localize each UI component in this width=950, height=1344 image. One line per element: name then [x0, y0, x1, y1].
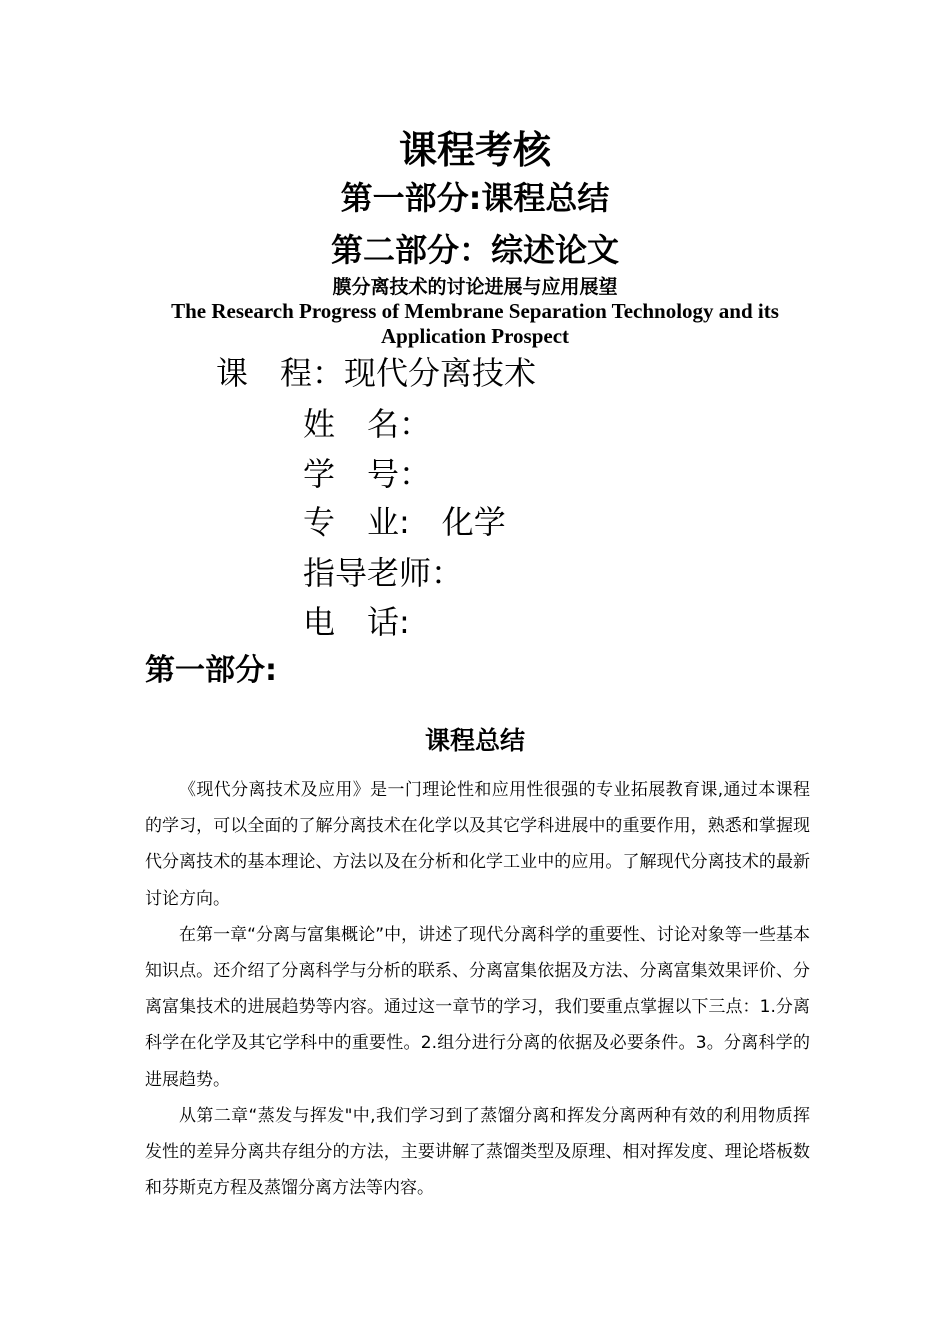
paragraph: 从第二章“蒸发与挥发"中,我们学习到了蒸馏分离和挥发分离两种有效的利用物质挥发性的差异分离共存组分的方法，主要讲解了蒸馏类型及原理、相对挥发度、理论塔板数和芬斯克方程及蒸馏分离方法等内容。	[145, 1105, 810, 1199]
paper-title-english: The Research Progress of Membrane Separation Technology and its Application Prospect	[171, 299, 779, 348]
course-summary-heading: 课程总结	[424, 726, 525, 755]
name-field: 姓 名：	[303, 405, 432, 443]
paper-title-chinese: 膜分离技术的讨论进展与应用展望	[332, 276, 618, 298]
part-one-heading: 第一部分:	[145, 653, 277, 688]
paragraph: 在第一章“分离与富集概论”中，讲述了现代分离科学的重要性、讨论对象等一些基本知识点。还介绍了分离科学与分析的联系、分离富集依据及方法、分离富集效果评价、分离富集技术的进展趋势等内容。通过这一章节的学习，我们要重点掌握以下三点：1.分离科学在化学及其它学科中的重要性。2.组分进行分离的依据及必要条件。3。分离科学的进展趋势。	[145, 924, 810, 1090]
advisor-field: 指导老师：	[303, 554, 464, 592]
paragraph: 《现代分离技术及应用》是一门理论性和应用性很强的专业拓展教育课,通过本课程的学习，可以全面的了解分离技术在化学以及其它学科进展中的重要作用，熟悉和掌握现代分离技术的基本理论、方法以及在分析和化学工业中的应用。了解现代分离技术的最新讨论方向。	[145, 780, 810, 909]
part-one-title: 第一部分:课程总结	[340, 179, 610, 217]
phone-field: 电 话:	[303, 603, 410, 641]
main-title: 课程考核	[398, 128, 551, 172]
student-id-field: 学 号：	[303, 455, 432, 493]
course-field: 课 程：现代分离技术	[216, 354, 537, 392]
part-two-title: 第二部分：综述论文	[330, 231, 619, 269]
summary-body	[145, 772, 810, 1206]
major-field: 专 业: 化学	[303, 503, 506, 541]
